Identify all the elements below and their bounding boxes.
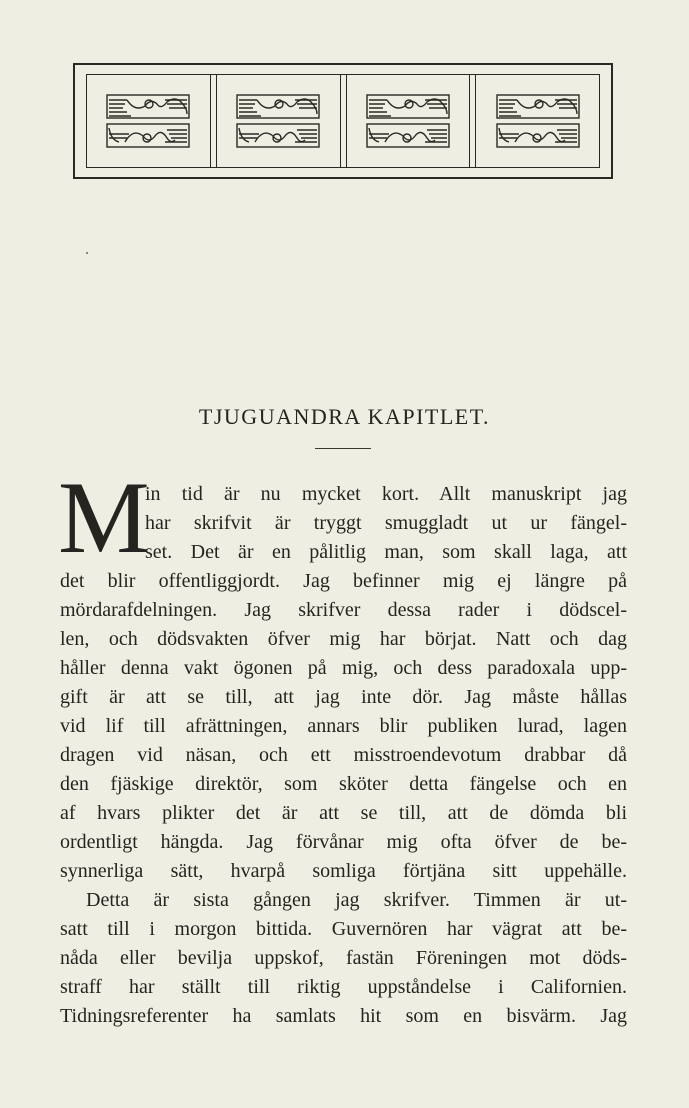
text-line: in tid är nu mycket kort. Allt manuskript jag [145,483,627,505]
stray-speck [86,252,88,254]
text-line: har skrifvit är tryggt smuggladt ut ur fängel- [145,512,627,534]
text-line: Detta är sista gången jag skrifver. Timmen är ut- [86,889,627,911]
scroll-ornament-icon [235,92,321,150]
scroll-ornament-icon [365,92,451,150]
text-line: satt till i morgon bittida. Guvernören har vägrat att be- [60,918,627,940]
drop-cap: M [58,461,148,575]
text-line: det blir offentliggjordt. Jag befinner mig ej längre på [60,570,627,592]
headpiece-frame [86,74,600,168]
chapter-title: TJUGUANDRA KAPITLET. [198,404,491,429]
text-line: håller denna vakt ögonen på mig, och dess paradoxala upp- [60,657,627,679]
headpiece-divider [469,75,476,167]
text-line: ordentligt hängda. Jag förvånar mig ofta öfver de be- [60,831,627,853]
text-line: set. Det är en pålitlig man, som skall laga, att [145,541,627,563]
text-line: dragen vid näsan, och ett misstroendevotum drabbar då [60,744,627,766]
headpiece-panel [217,75,340,167]
headpiece-panel [476,75,599,167]
headpiece-divider [340,75,347,167]
text-line: Tidningsreferenter ha samlats hit som en bisvärm. Jag [60,1005,627,1027]
scroll-ornament-icon [495,92,581,150]
text-line: af hvars plikter det är att se till, att de dömda bli [60,802,627,824]
text-line: den fjäskige direktör, som sköter detta fängelse och en [60,773,627,795]
text-line: vid lif till afrättningen, annars blir publiken lurad, lagen [60,715,627,737]
text-line: synnerliga sätt, hvarpå somliga förtjäna sitt uppehälle. [60,860,627,882]
headpiece-divider [210,75,217,167]
text-line: len, och dödsvakten öfver mig har börjat. Natt och dag [60,628,627,650]
title-rule [315,448,371,449]
ornamental-headpiece [73,63,613,179]
text-line: mördarafdelningen. Jag skrifver dessa rader i dödscel- [60,599,627,621]
headpiece-panel [87,75,210,167]
text-line: straff har ställt till riktig uppståndelse i Californien. [60,976,627,998]
scroll-ornament-icon [105,92,191,150]
text-line: gift är att se till, att jag inte dör. Jag måste hållas [60,686,627,708]
headpiece-panel [347,75,470,167]
text-line: nåda eller bevilja uppskof, fastän Föreningen mot döds- [60,947,627,969]
